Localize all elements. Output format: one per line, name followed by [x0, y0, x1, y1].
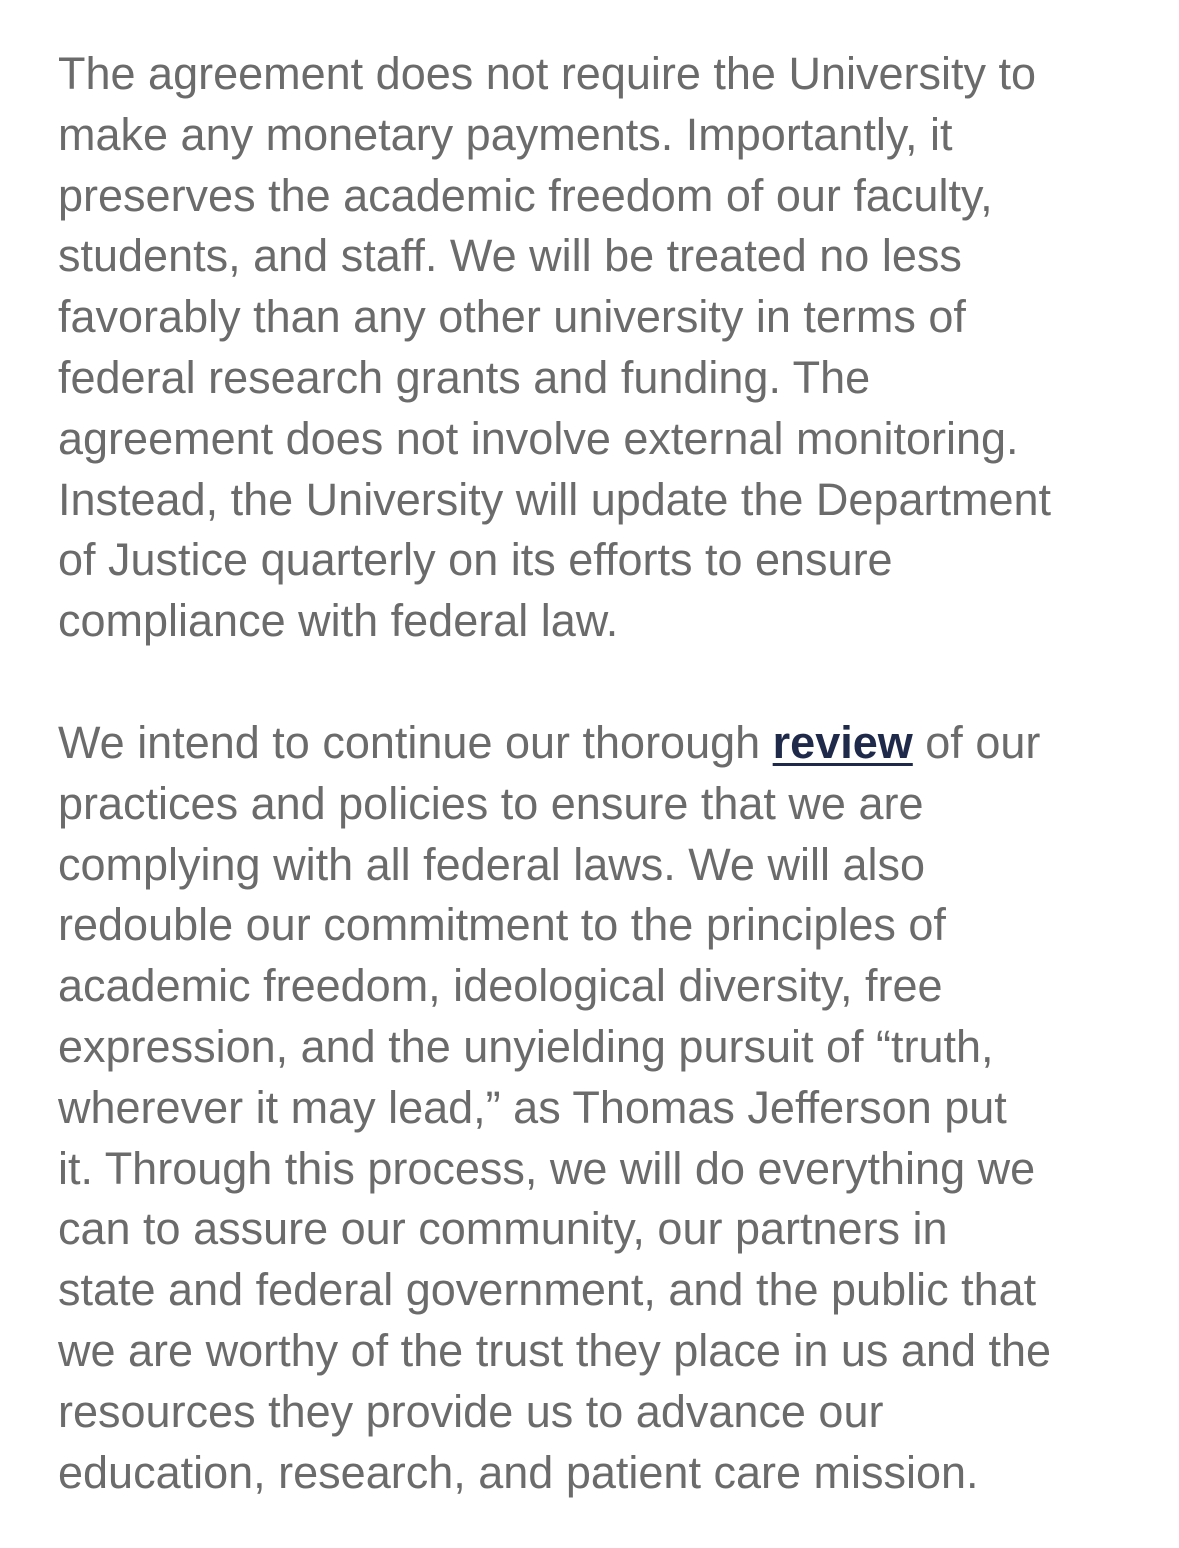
text-line: education, research, and patient care mission.	[58, 1446, 979, 1498]
text-line: favorably than any other university in terms of	[58, 291, 966, 343]
text-line: agreement does not involve external monitoring.	[58, 412, 1019, 464]
text-line-with-link	[58, 713, 1128, 774]
text-line: wherever it may lead,” as Thomas Jefferson put	[58, 1081, 1007, 1133]
text-line: resources they provide us to advance our	[58, 1385, 884, 1437]
text-line: make any monetary payments. Importantly, it	[58, 108, 953, 160]
text-line: can to assure our community, our partners in	[58, 1203, 948, 1255]
text-line: federal research grants and funding. The	[58, 351, 871, 403]
text-line: state and federal government, and the public that	[58, 1264, 1037, 1316]
text-line: students, and staff. We will be treated no less	[58, 230, 962, 282]
text-line: compliance with federal law.	[58, 595, 619, 647]
text-line: of Justice quarterly on its efforts to ensure	[58, 534, 893, 586]
text-line: redouble our commitment to the principles of	[58, 899, 946, 951]
review-link[interactable]: review	[772, 716, 913, 768]
paragraph-agreement	[58, 44, 1128, 652]
text-line: preserves the academic freedom of our faculty,	[58, 169, 993, 221]
paragraph-review	[58, 713, 1128, 1503]
text-line: The agreement does not require the University to	[58, 48, 1037, 99]
text-line: expression, and the unyielding pursuit of “truth,	[58, 1020, 994, 1072]
text-line: Instead, the University will update the Department	[58, 473, 1052, 525]
text-line: practices and policies to ensure that we are	[58, 777, 924, 829]
text-segment: We intend to continue our thorough	[58, 716, 773, 768]
text-line: academic freedom, ideological diversity, free	[58, 960, 943, 1012]
text-segment: of our	[912, 716, 1041, 768]
article-body	[58, 44, 1128, 1503]
text-line: we are worthy of the trust they place in us and the	[58, 1324, 1052, 1376]
text-line: complying with all federal laws. We will also	[58, 838, 925, 890]
text-line: it. Through this process, we will do everything we	[58, 1142, 1036, 1194]
